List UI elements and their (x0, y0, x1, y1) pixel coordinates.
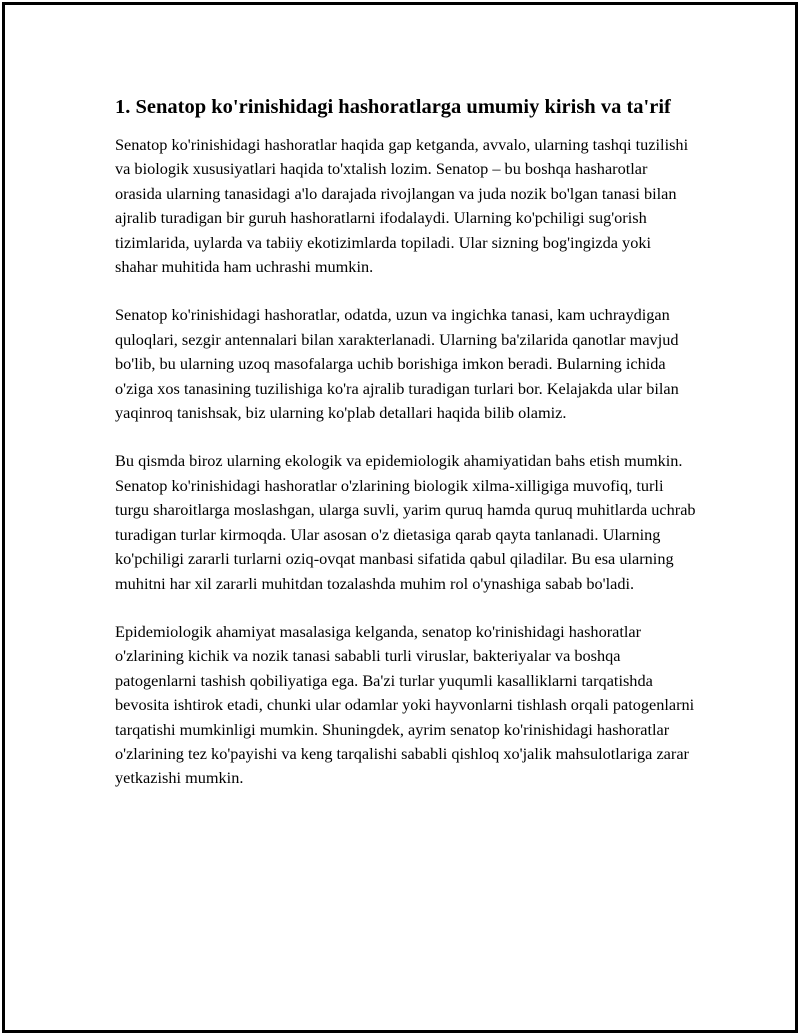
paragraph-4: Epidemiologik ahamiyat masalasiga kelganda, senatop ko'rinishidagi hashoratlar o'zlarining kichik va nozik tanasi sababli turli viruslar, bakteriyalar va boshqa patogenlarni tashish qobiliyatiga ega. Ba'zi turlar yuqumli kasalliklarni tarqatishda bevosita ishtirok etadi, chunki ular odamlar yoki hayvonlarni tishlash orqali patogenlarni tarqatishi mumkinligi mumkin. Shuningdek, ayrim senatop ko'rinishidagi hashoratlar o'zlarining tez ko'payishi va keng tarqalishi sababli qishloq xo'jalik mahsulotlariga zarar yetkazishi mumkin. (115, 621, 695, 788)
paragraph-1: Senatop ko'rinishidagi hashoratlar haqida gap ketganda, avvalo, ularning tashqi tuzilishi va biologik xususiyatlari haqida to'xtalish lozim. Senatop – bu boshqa hasharotlar orasida ularning tanasidagi a'lo darajada rivojlangan va juda nozik bo'lgan tanasi bilan ajralib turadigan bir guruh hashoratlarni ifodalaydi. Ularning ko'pchiligi sug'orish tizimlarida, uylarda va tabiiy ekotizimlarda topiladi. Ular sizning bog'ingizda yoki shahar muhitida ham uchrashi mumkin. (115, 135, 689, 277)
paragraph-2: Senatop ko'rinishidagi hashoratlar, odatda, uzun va ingichka tanasi, kam uchraydigan quloqlari, sezgir antennalari bilan xarakterlanadi. Ularning ba'zilarida qanotlar mavjud bo'lib, bu ularning uzoq masofalarga uchib borishiga imkon beradi. Bularning ichida o'ziga xos tanasining tuzilishiga ko'ra ajralib turadigan turlari bor. Kelajakda ular bilan yaqinroq tanishsak, biz ularning ko'plab detallari haqida bilib olamiz. (115, 305, 679, 423)
section-heading: 1. Senatop ko'rinishidagi hashoratlarga umumiy kirish va ta'rif (115, 96, 671, 118)
document-body (115, 94, 697, 815)
paragraph-3: Bu qismda biroz ularning ekologik va epidemiologik ahamiyatidan bahs etish mumkin. Senatop ko'rinishidagi hashoratlar o'zlarining biologik xilma-xilligiga muvofiq, turli turgu sharoitlarga moslashgan, ularga suvli, yarim quruq hamda quruq muhitlarda uchrab turadigan turlar kirmoqda. Ular asosan o'z dietasiga qarab qayta tanlanadi. Ularning ko'pchiligi zararli turlarni oziq-ovqat manbasi sifatida qabul qiladilar. Bu esa ularning muhitni har xil zararli muhitdan tozalashda muhim rol o'ynashiga sabab bo'ladi. (115, 451, 696, 593)
